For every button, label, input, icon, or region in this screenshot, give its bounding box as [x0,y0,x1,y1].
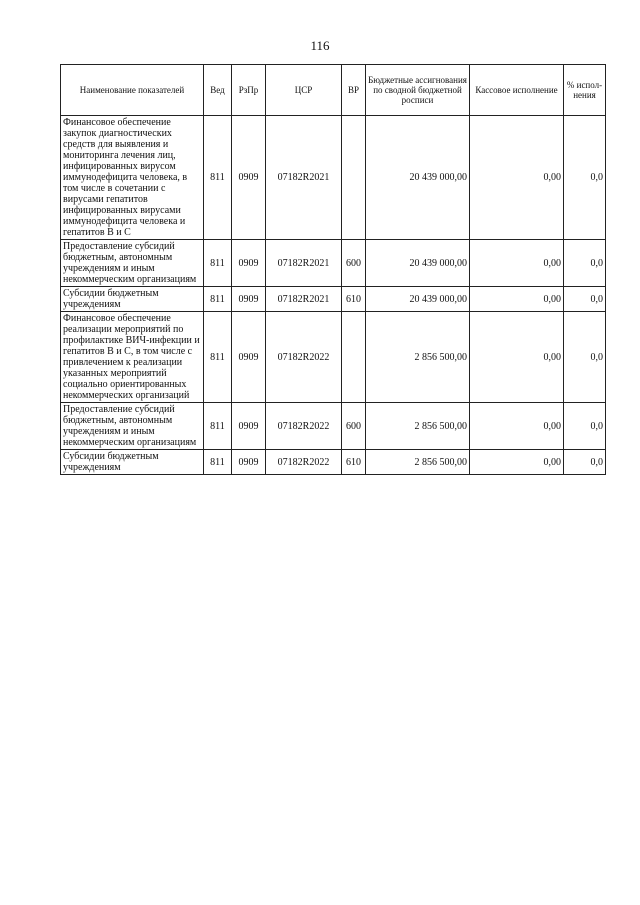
row-vr: 610 [342,450,366,475]
row-percent: 0,0 [564,312,606,403]
row-ved: 811 [204,287,232,312]
row-cash: 0,00 [470,287,564,312]
row-cash: 0,00 [470,240,564,287]
row-csr: 07182R2021 [266,240,342,287]
row-rzpr: 0909 [232,240,266,287]
row-vr [342,116,366,240]
row-assigned: 2 856 500,00 [366,403,470,450]
header-vr: ВР [342,65,366,116]
row-name: Предоставление субсидий бюджетным, автономным учреждениям и иным некоммерческим организациям [61,240,204,287]
row-vr: 600 [342,240,366,287]
row-csr: 07182R2022 [266,403,342,450]
row-percent: 0,0 [564,450,606,475]
row-rzpr: 0909 [232,312,266,403]
row-ved: 811 [204,403,232,450]
header-cash: Кассовое исполнение [470,65,564,116]
row-name: Предоставление субсидий бюджетным, автономным учреждениям и иным некоммерческим организациям [61,403,204,450]
row-ved: 811 [204,312,232,403]
row-rzpr: 0909 [232,403,266,450]
row-assigned: 20 439 000,00 [366,287,470,312]
row-ved: 811 [204,116,232,240]
row-vr: 610 [342,287,366,312]
row-cash: 0,00 [470,116,564,240]
row-csr: 07182R2022 [266,450,342,475]
row-name: Субсидии бюджетным учреждениям [61,287,204,312]
header-ved: Вед [204,65,232,116]
row-percent: 0,0 [564,240,606,287]
row-name: Субсидии бюджетным учреждениям [61,450,204,475]
row-assigned: 2 856 500,00 [366,450,470,475]
table-row [61,312,606,403]
header-percent: % испол-нения [564,65,606,116]
row-assigned: 20 439 000,00 [366,116,470,240]
row-cash: 0,00 [470,450,564,475]
header-name: Наименование показателей [61,65,204,116]
row-rzpr: 0909 [232,116,266,240]
header-csr: ЦСР [266,65,342,116]
row-csr: 07182R2021 [266,287,342,312]
table-row [61,116,606,240]
header-rzpr: РзПр [232,65,266,116]
row-assigned: 20 439 000,00 [366,240,470,287]
table-header-row [61,65,606,116]
header-assigned: Бюджетные ассигнования по сводной бюджетной росписи [366,65,470,116]
row-rzpr: 0909 [232,287,266,312]
row-cash: 0,00 [470,403,564,450]
row-csr: 07182R2022 [266,312,342,403]
row-assigned: 2 856 500,00 [366,312,470,403]
table-row [61,240,606,287]
row-rzpr: 0909 [232,450,266,475]
row-name: Финансовое обеспечение реализации мероприятий по профилактике ВИЧ-инфекции и гепатитов В и С, в том числе с привлечением к реализации указанных мероприятий социально ориентированных некоммерческих организаций [61,312,204,403]
row-name: Финансовое обеспечение закупок диагностических средств для выявления и мониторинга лечения лиц, инфицированных вирусом иммунодефицита человека, в том числе в сочетании с вирусами гепатитов инфицированных вирусами иммунодефицита человека и гепатитов В и С [61,116,204,240]
row-csr: 07182R2021 [266,116,342,240]
table-row [61,403,606,450]
row-vr [342,312,366,403]
table-row [61,287,606,312]
row-vr: 600 [342,403,366,450]
row-percent: 0,0 [564,116,606,240]
row-ved: 811 [204,450,232,475]
table-row [61,450,606,475]
row-cash: 0,00 [470,312,564,403]
row-ved: 811 [204,240,232,287]
row-percent: 0,0 [564,287,606,312]
budget-table [60,64,606,475]
row-percent: 0,0 [564,403,606,450]
page-number: 116 [310,38,330,53]
